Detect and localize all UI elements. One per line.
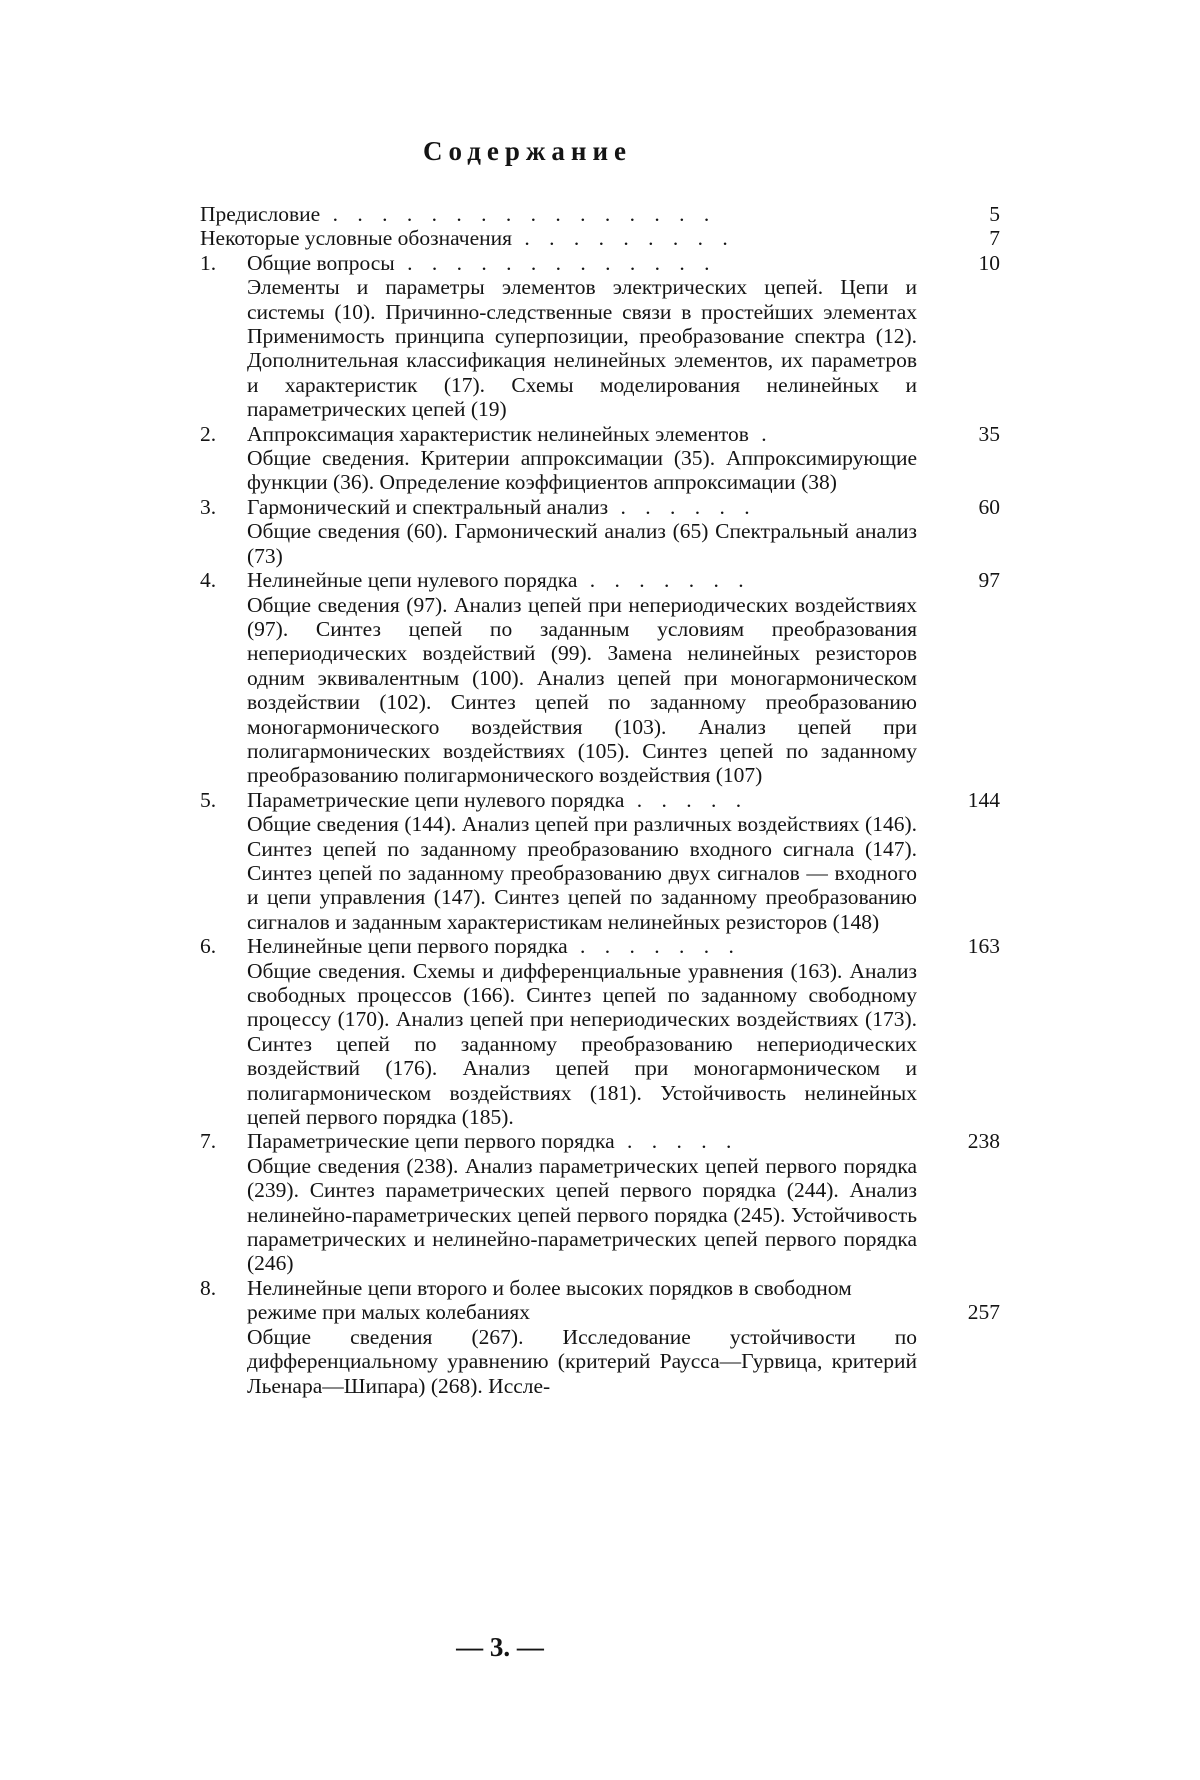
chapter-number: 2. (200, 421, 217, 446)
toc-entry-line (200, 1129, 910, 1153)
toc-entry-line (200, 568, 910, 592)
toc-entry-title: Предисловие (200, 202, 321, 226)
toc-chapter-entry (200, 422, 1000, 446)
toc-entry-leader: . . . . . . . (567, 934, 741, 959)
chapter-number: 7. (200, 1129, 217, 1154)
toc-chapter-entry (200, 934, 1000, 958)
toc-entry-line (200, 934, 910, 958)
chapter-page: 257 (967, 1299, 1000, 1324)
toc-front-entry (200, 226, 1000, 250)
chapter-number: 1. (200, 250, 217, 275)
toc-entry-leader: . . . . . . . (577, 568, 751, 593)
toc-entry-line (200, 226, 920, 250)
chapter-page: 35 (978, 421, 1000, 446)
toc-chapter-entry (200, 1129, 1000, 1153)
chapter-page: 144 (967, 787, 1000, 812)
toc-entry-leader: . (748, 421, 774, 446)
chapter-title: Параметрические цепи первого порядка (247, 1129, 615, 1154)
chapter-number: 5. (200, 787, 217, 812)
toc-entry-leader: . . . . . (614, 1129, 739, 1154)
chapter-page: 97 (978, 568, 1000, 593)
toc-entry-page: 7 (989, 226, 1000, 251)
chapter-number: 3. (200, 494, 217, 519)
toc-entry-leader: . . . . . . . . . . . . . (394, 250, 717, 275)
chapter-title: Общие вопросы (247, 250, 395, 275)
chapter-number: 4. (200, 568, 217, 593)
toc-entry-page: 5 (989, 202, 1000, 226)
chapter-description: Элементы и параметры элементов электрических цепей. Цепи и системы (10). Причинно-следственные связи в простейших элементах Применимость принципа суперпозиции, преобразование спектра (12). Дополнительная классификация нелинейных элементов, их параметров и характеристик (17). Схемы моделирования нелинейных и параметрических цепей (19) (247, 275, 917, 422)
chapter-description: Общие сведения. Критерии аппроксимации (35). Аппроксимирующие функции (36). Определение коэффициентов аппроксимации (38) (247, 446, 917, 495)
toc-chapter-entry (200, 495, 1000, 519)
toc-entry-line (200, 251, 910, 275)
chapter-page: 163 (967, 934, 1000, 959)
toc-entry-leader: . . . . . . . . . . . . . . . . (320, 202, 717, 226)
page-number: — 3. — (456, 1632, 544, 1662)
toc-entry-line (200, 1276, 910, 1325)
chapter-number: 6. (200, 934, 217, 959)
chapter-description: Общие сведения (60). Гармонический анализ (65) Спектральный анализ (73) (247, 519, 917, 568)
chapter-description: Общие сведения. Схемы и дифференциальные уравнения (163). Анализ свободных процессов (166). Синтез цепей по заданному свободному процессу (170). Анализ цепей при непериодических воздействиях (173). Синтез цепей по заданному преобразованию непериодических воздействий (176). Анализ цепей при моногармоническом и полигармоническом воздействиях (181). Устойчивость нелинейных цепей первого порядка (185). (247, 958, 917, 1130)
chapter-title: Параметрические цепи нулевого порядка (247, 787, 625, 812)
chapter-title: Нелинейные цепи второго и более высоких порядков в свободном режиме при малых колебаниях (247, 1275, 852, 1325)
toc-chapter-entry (200, 251, 1000, 275)
toc-entry-title: Некоторые условные обозначения (200, 226, 513, 251)
toc-chapter-entry (200, 1276, 1000, 1325)
chapter-description: Общие сведения (97). Анализ цепей при непериодических воздействиях (97). Синтез цепей по заданным условиям преобразования непериодических воздействий (99). Замена нелинейных резисторов одним эквивалентным (100). Анализ цепей при моногармоническом воздействии (102). Синтез цепей по заданному преобразованию моногармонического воздействия (103). Анализ цепей при полигармонических воздействиях (105). Синтез цепей по заданному преобразованию полигармонического воздействия (107) (247, 592, 917, 788)
chapter-page: 60 (978, 494, 1000, 519)
toc-chapter-entry (200, 568, 1000, 592)
chapter-title: Аппроксимация характеристик нелинейных элементов (247, 421, 749, 446)
toc-entry-leader: . . . . . . . . . (512, 226, 735, 251)
chapter-description: Общие сведения (238). Анализ параметрических цепей первого порядка (239). Синтез параметрических цепей первого порядка (244). Анализ нелинейно-параметрических цепей первого порядка (245). Устойчивость параметрических и нелинейно-параметрических цепей первого порядка (246) (247, 1153, 917, 1276)
chapter-description: Общие сведения (144). Анализ цепей при различных воздействиях (146). Синтез цепей по заданному преобразованию входного сигнала (147). Синтез цепей по заданному преобразованию двух сигналов — входного и цепи управления (147). Синтез цепей по заданному преобразованию сигналов и заданным характеристикам нелинейных резисторов (148) (247, 812, 917, 934)
toc-entry-line (200, 202, 920, 226)
chapter-title: Нелинейные цепи нулевого порядка (247, 568, 578, 593)
chapter-page: 10 (978, 250, 1000, 275)
toc-entry-leader: . . . . . (624, 787, 749, 812)
chapter-page: 238 (967, 1129, 1000, 1154)
chapter-description: Общие сведения (267). Исследование устойчивости по дифференциальному уравнению (критерий Раусса—Гурвица, критерий Льенара—Шипара) (268). Иссле- (247, 1324, 917, 1398)
toc-front-entry (200, 202, 1000, 226)
chapter-title: Гармонический и спектральный анализ (247, 494, 609, 519)
toc-entry-leader: . . . . . . (608, 494, 757, 519)
toc-entry-line (200, 495, 910, 519)
chapter-title: Нелинейные цепи первого порядка (247, 934, 568, 959)
toc-chapter-entry (200, 788, 1000, 812)
toc-entry-line (200, 788, 910, 812)
page-title: Содержание (422, 136, 633, 166)
toc-entry-line (200, 422, 910, 446)
chapter-number: 8. (200, 1275, 217, 1300)
table-of-contents (200, 202, 1000, 1398)
